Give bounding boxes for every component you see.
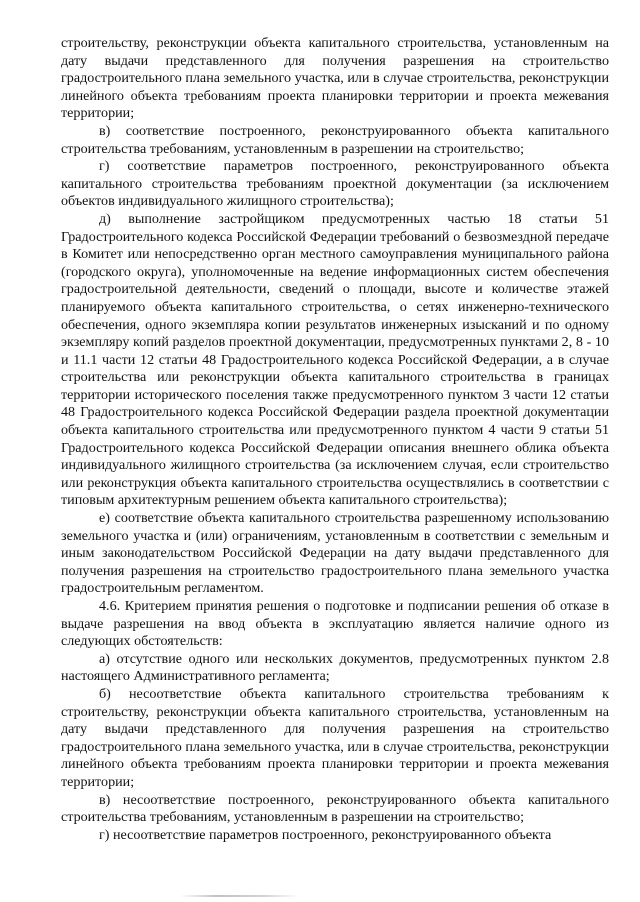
paragraph-item-e: е) соответствие объекта капитального строительства разрешенному использованию земельного участка и (или) ограничениям, установленным в соответствии с земельным и иным законодательством Российской Федерации на дату выдачи представленного для получения разрешения на строительство градостроительного плана земельного участка градостроительным регламентом. (61, 510, 609, 597)
paragraph-continuation: строительству, реконструкции объекта капитального строительства, установленным на дату выдачи представленного для получения разрешения на строительство градостроительного плана земельного участка, или в случае строительства, реконструкции линейного объекта требованиям проекта планировки территории и проекта межевания территории; (61, 35, 609, 122)
document-body (61, 35, 609, 844)
scan-edge-artifact (180, 895, 300, 897)
paragraph-4-6: 4.6. Критерием принятия решения о подготовке и подписании решения об отказе в выдаче разрешения на ввод объекта в эксплуатацию является наличие одного из следующих обстоятельств: (61, 598, 609, 650)
paragraph-refusal-a: а) отсутствие одного или нескольких документов, предусмотренных пунктом 2.8 настоящего Административного регламента; (61, 650, 609, 685)
paragraph-item-g: г) соответствие параметров построенного, реконструированного объекта капитального строительства требованиям проектной документации (за исключением объектов индивидуального жилищного строительства); (61, 158, 609, 210)
paragraph-item-d: д) выполнение застройщиком предусмотренных частью 18 статьи 51 Градостроительного кодекса Российской Федерации требований о безвозмездной передаче в Комитет или непосредственно орган местного самоуправления муниципального района (городского округа), уполномоченные на ведение информационных систем обеспечения градостроительной деятельности, сведений о площади, высоте и количестве этажей планируемого объекта капитального строительства, о сетях инженерно-технического обеспечения, одного экземпляра копии результатов инженерных изысканий и по одному экземпляру копий разделов проектной документации, предусмотренных пунктами 2, 8 - 10 и 11.1 части 12 статьи 48 Градостроительного кодекса Российской Федерации, а в случае строительства или реконструкции объекта капитального строительства в границах территории исторического поселения также предусмотренного пунктом 3 части 12 статьи 48 Градостроительного кодекса Российской Федерации раздела проектной документации объекта капитального строительства или предусмотренного пунктом 4 части 9 статьи 51 Градостроительного кодекса Российской Федерации описания внешнего облика объекта индивидуального жилищного строительства (за исключением случая, если строительство или реконструкция объекта капитального строительства осуществлялись в соответствии с типовым архитектурным решением объекта капитального строительства); (61, 210, 609, 509)
paragraph-refusal-b: б) несоответствие объекта капитального строительства требованиям к строительству, реконструкции объекта капитального строительства, установленным на дату выдачи представленного для получения разрешения на строительство градостроительного плана земельного участка, или в случае строительства, реконструкции линейного объекта требованиям проекта планировки территории и проекта межевания территории; (61, 685, 609, 790)
paragraph-refusal-g: г) несоответствие параметров построенного, реконструированного объекта (99, 826, 552, 843)
paragraph-item-v: в) соответствие построенного, реконструированного объекта капитального строительства требованиям, установленным в разрешении на строительство; (61, 122, 609, 157)
paragraph-refusal-v: в) несоответствие построенного, реконструированного объекта капитального строительства требованиям, установленным в разрешении на строительство; (61, 791, 609, 826)
